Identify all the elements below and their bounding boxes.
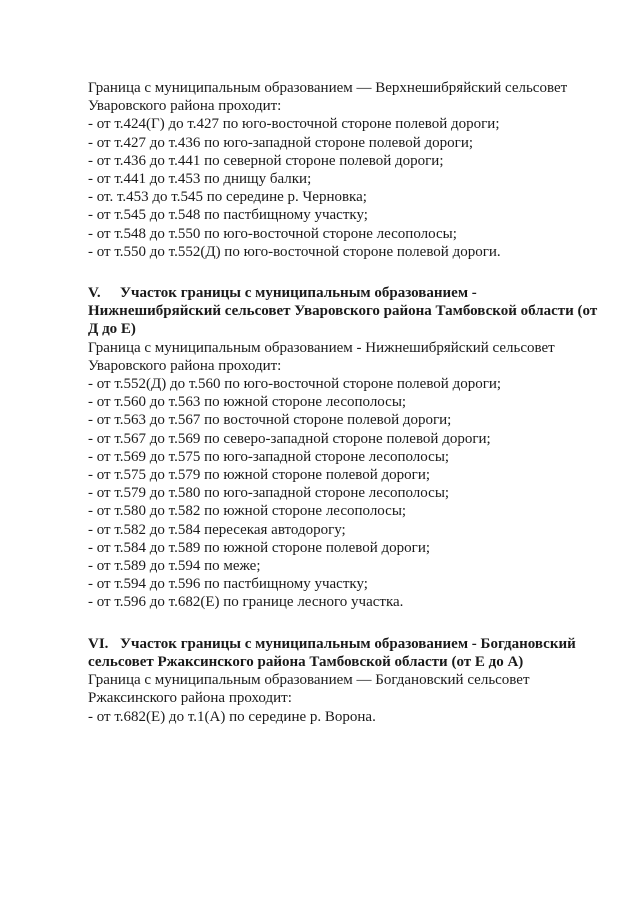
list-item: - от т.567 до т.569 по северо-западной стороне полевой дороги; (88, 430, 491, 447)
heading-line: Д до Е) (88, 321, 136, 338)
list-item: - от т.569 до т.575 по юго-западной стороне лесополосы; (88, 448, 450, 465)
intro-line: Граница с муниципальным образованием — Верхнешибряйский сельсовет (88, 80, 568, 96)
heading-line: сельсовет Ржаксинского района Тамбовской области (от Е до А) (88, 653, 524, 670)
section-iv (88, 79, 608, 261)
list-item: - от. т.453 до т.545 по середине р. Черновка; (88, 189, 367, 206)
list-item: - от т.545 до т.548 по пастбищному участку; (88, 207, 368, 224)
intro-line: Граница с муниципальным образованием - Нижнешибряйский сельсовет (88, 339, 555, 356)
list-item: - от т.682(Е) до т.1(А) по середине р. Ворона. (88, 708, 376, 725)
heading-line: Участок границы с муниципальным образованием - (120, 285, 477, 302)
list-item: - от т.584 до т.589 по южной стороне полевой дороги; (88, 539, 431, 556)
list-item: - от т.582 до т.584 пересекая автодорогу; (88, 521, 346, 538)
list-item: - от т.563 до т.567 по восточной стороне полевой дороги; (88, 412, 452, 429)
section-intro (88, 671, 608, 707)
boundary-list (88, 115, 608, 261)
list-item: - от т.441 до т.453 по днищу балки; (88, 171, 312, 188)
section-number: VI. (88, 635, 109, 652)
list-item: - от т.594 до т.596 по пастбищному участку; (88, 576, 368, 593)
heading-line: Нижнешибряйский сельсовет Уваровского района Тамбовской области (от (88, 303, 598, 320)
intro-line: Уваровского района проходит: (88, 98, 282, 115)
list-item: - от т.580 до т.582 по южной стороне лесополосы; (88, 503, 407, 520)
section-number: V. (88, 285, 101, 302)
section-heading (88, 284, 608, 339)
section-intro (88, 79, 608, 115)
document-page (88, 79, 608, 726)
intro-line: Граница с муниципальным образованием — Богдановский сельсовет (88, 672, 530, 689)
list-item: - от т.436 до т.441 по северной стороне полевой дороги; (88, 152, 444, 169)
list-item: - от т.552(Д) до т.560 по юго-восточной стороне полевой дороги; (88, 376, 502, 393)
section-v (88, 284, 608, 612)
list-item: - от т.589 до т.594 по меже; (88, 558, 261, 575)
intro-line: Уваровского района проходит: (88, 357, 282, 374)
list-item: - от т.427 до т.436 по юго-западной стороне полевой дороги; (88, 134, 474, 151)
list-item: - от т.424(Г) до т.427 по юго-восточной стороне полевой дороги; (88, 116, 500, 133)
list-item: - от т.575 до т.579 по южной стороне полевой дороги; (88, 467, 431, 484)
heading-line: Участок границы с муниципальным образованием - Богдановский (120, 635, 576, 652)
boundary-list (88, 375, 608, 612)
list-item: - от т.550 до т.552(Д) по юго-восточной стороне полевой дороги. (88, 243, 501, 260)
list-item: - от т.548 до т.550 по юго-восточной стороне лесополосы; (88, 225, 457, 242)
list-item: - от т.560 до т.563 по южной стороне лесополосы; (88, 394, 407, 411)
intro-line: Ржаксинского района проходит: (88, 690, 292, 707)
list-item: - от т.596 до т.682(Е) по границе лесного участка. (88, 594, 404, 611)
section-intro (88, 339, 608, 375)
section-vi (88, 635, 608, 726)
section-heading (88, 635, 608, 671)
list-item: - от т.579 до т.580 по юго-западной стороне лесополосы; (88, 485, 450, 502)
boundary-list (88, 708, 608, 726)
